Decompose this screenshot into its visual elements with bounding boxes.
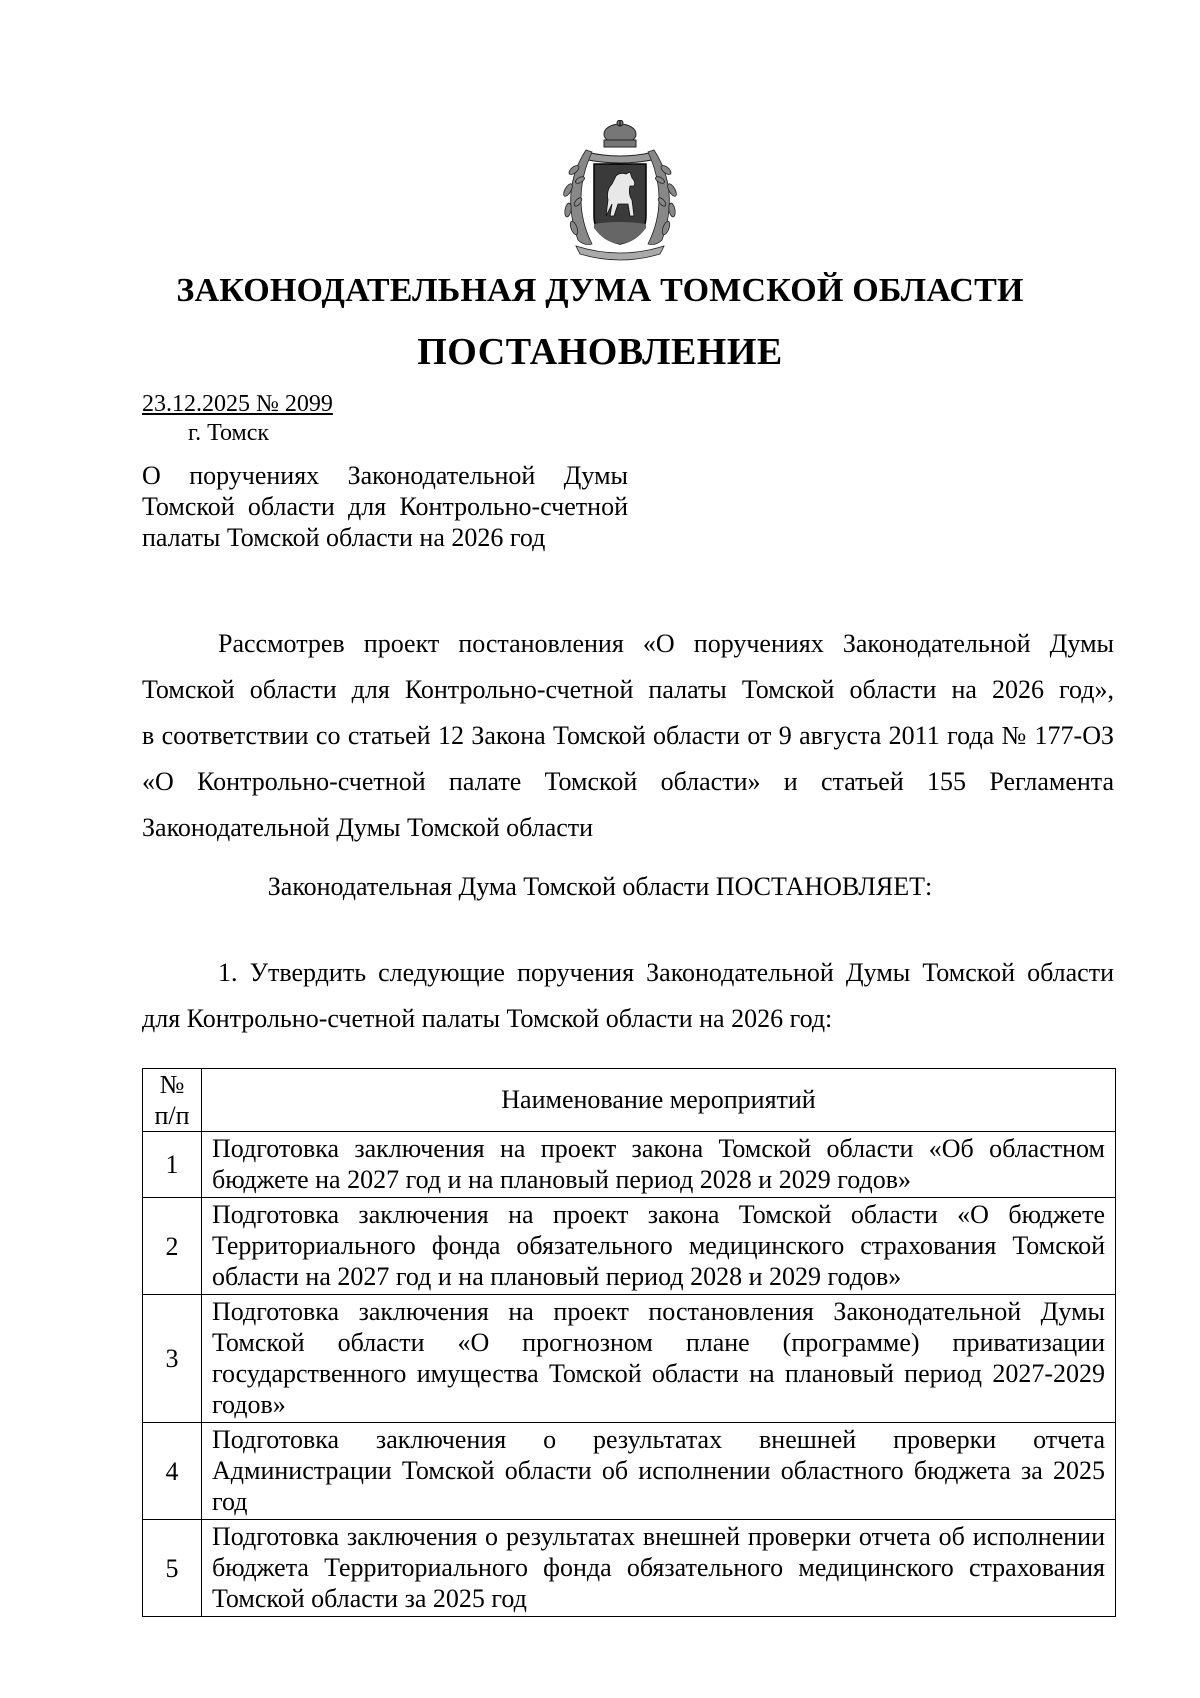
row-number: 5: [143, 1520, 202, 1617]
row-task-name: Подготовка заключения на проект постановления Законодательной Думы Томской области «О прогнозном плане (программе) приватизации государственного имущества Томской области на плановый период 2027-2029 годов»: [202, 1295, 1116, 1423]
subject-line: палаты Томской области на 2026 год: [142, 523, 546, 552]
table-row: [143, 1132, 1116, 1198]
row-task-name: Подготовка заключения о результатах внешней проверки отчета Администрации Томской области об исполнении областного бюджета за 2025 год: [202, 1423, 1116, 1520]
item-1-line: 1. Утвердить следующие поручения Законодательной Думы Томской области: [218, 958, 1114, 987]
preamble-line: «О Контрольно-счетной палате Томской области» и статьей 155 Регламента: [142, 767, 1114, 796]
city: г. Томск: [188, 420, 270, 446]
wreath-left-icon: [562, 150, 592, 245]
row-number: 2: [143, 1198, 202, 1295]
document-subject: [142, 460, 628, 553]
column-header-number: [143, 1069, 202, 1132]
shield-icon: [594, 164, 646, 244]
row-number: 1: [143, 1132, 202, 1198]
preamble-line: Рассмотрев проект постановления «О поручениях Законодательной Думы: [218, 629, 1114, 658]
coat-of-arms-emblem: [556, 120, 684, 262]
row-number: 3: [143, 1295, 202, 1423]
preamble-paragraph: [142, 621, 1114, 851]
column-header-number-text: № п/п: [154, 1070, 190, 1130]
table-row: [143, 1423, 1116, 1520]
subject-line: Томской области для Контрольно-счетной: [142, 492, 628, 521]
preamble-line: Томской области для Контрольно-счетной палаты Томской области на 2026 год»,: [142, 675, 1114, 704]
crown-icon: [604, 120, 636, 147]
document-type-title: ПОСТАНОВЛЕНИЕ: [417, 331, 783, 373]
row-task-name: Подготовка заключения о результатах внешней проверки отчета об исполнении бюджета Территориального фонда обязательного медицинского страхования Томской области за 2025 год: [202, 1520, 1116, 1617]
table-row: [143, 1295, 1116, 1423]
wreath-right-icon: [648, 150, 678, 245]
date-number: 23.12.2025 № 2099: [142, 391, 333, 417]
table-row: [143, 1520, 1116, 1617]
table-row: [143, 1198, 1116, 1295]
row-task-name: Подготовка заключения на проект закона Томской области «О бюджете Территориального фонда обязательного медицинского страхования Томской области на 2027 год и на плановый период 2028 и 2029 годов»: [202, 1198, 1116, 1295]
preamble-line: в соответствии со статьей 12 Закона Томской области от 9 августа 2011 года № 177-ОЗ: [142, 721, 1114, 750]
decree-statement: Законодательная Дума Томской области ПОСТАНОВЛЯЕТ:: [267, 872, 933, 901]
row-task-name: Подготовка заключения на проект закона Томской области «Об областном бюджете на 2027 год и на плановый период 2028 и 2029 годов»: [202, 1132, 1116, 1198]
row-number: 4: [143, 1423, 202, 1520]
subject-line: О поручениях Законодательной Думы: [142, 461, 628, 490]
item-1-line: для Контрольно-счетной палаты Томской области на 2026 год:: [142, 1004, 833, 1033]
organization-title: ЗАКОНОДАТЕЛЬНАЯ ДУМА ТОМСКОЙ ОБЛАСТИ: [176, 272, 1024, 309]
tasks-table: [142, 1068, 1116, 1617]
column-header-name: Наименование мероприятий: [202, 1069, 1116, 1132]
item-1-paragraph: [142, 950, 1114, 1042]
table-header-row: [143, 1069, 1116, 1132]
preamble-line: Законодательной Думы Томской области: [142, 813, 594, 842]
